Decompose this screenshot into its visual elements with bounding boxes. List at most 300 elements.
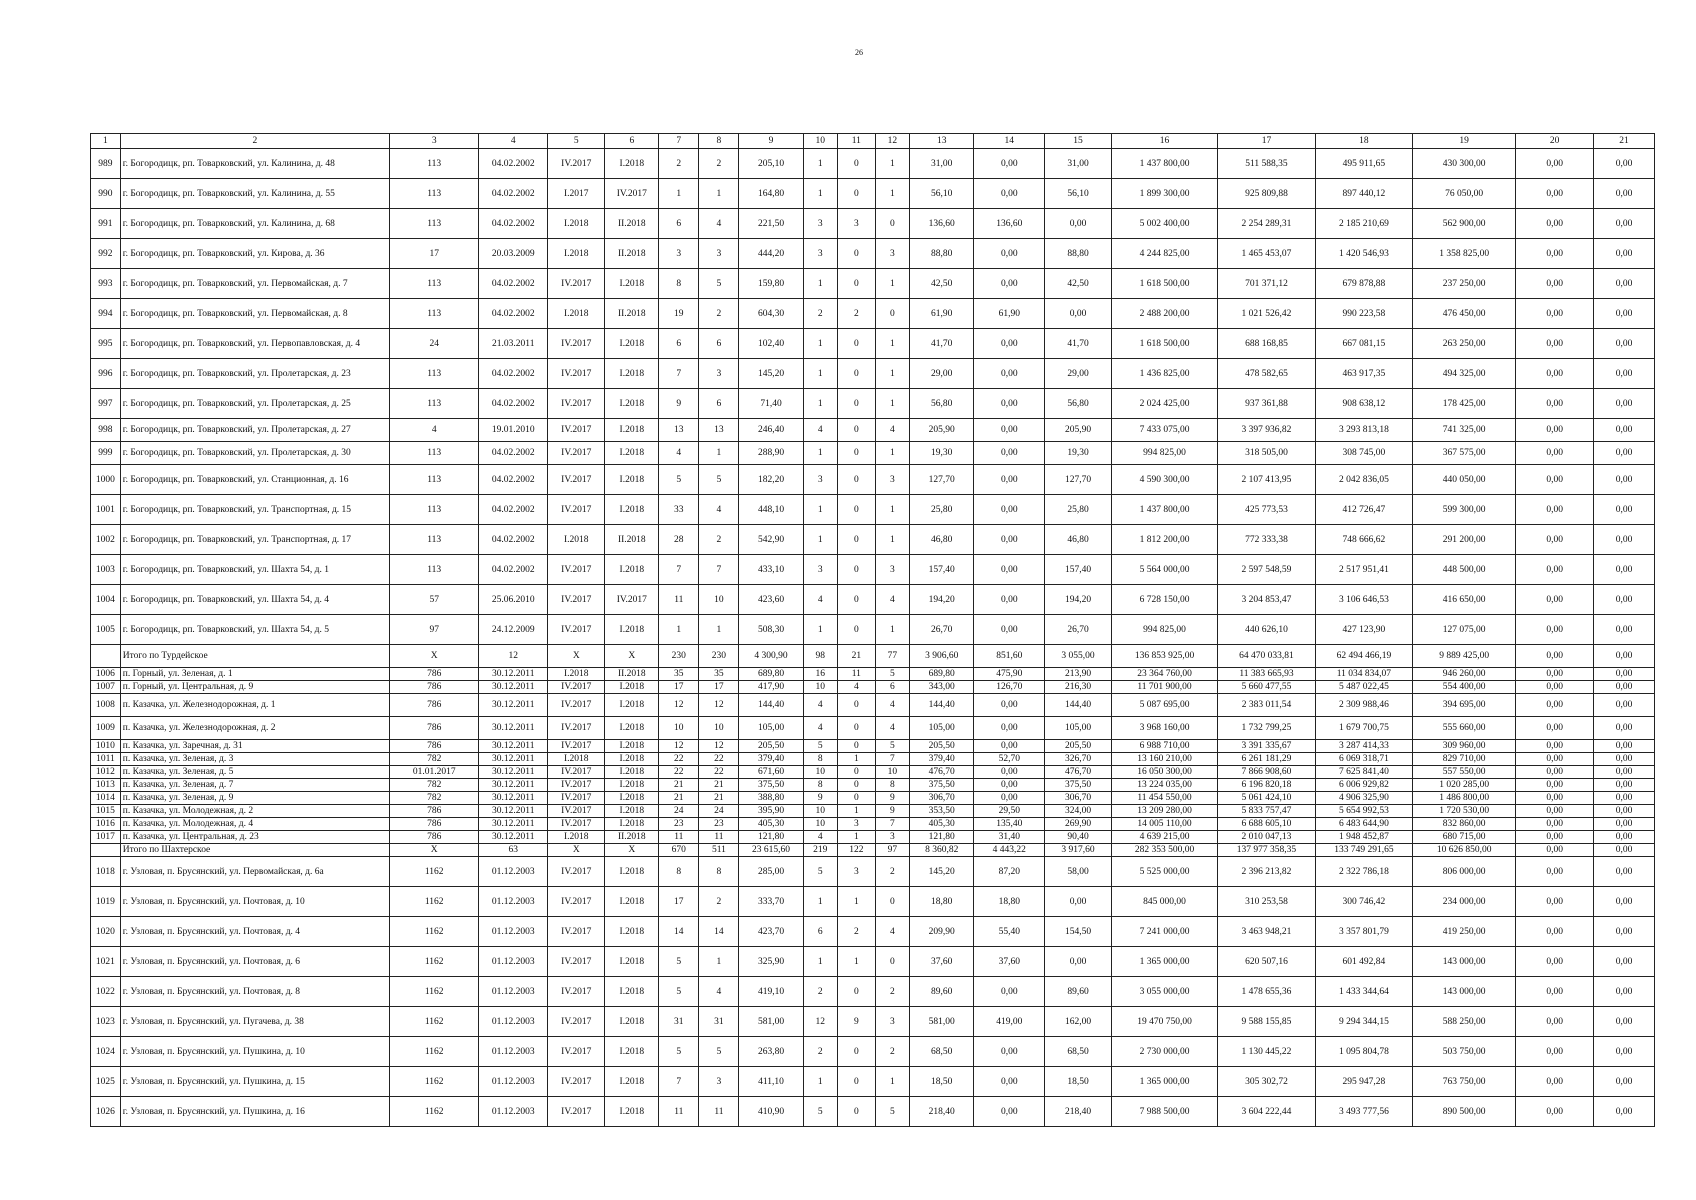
table-row: [91, 753, 1655, 766]
col-8: 511: [699, 844, 739, 857]
end-quarter: I.2018: [605, 442, 659, 465]
col-15: 326,70: [1045, 753, 1111, 766]
col-14: 52,70: [974, 753, 1045, 766]
col-17: 1 021 526,42: [1218, 299, 1315, 329]
start-quarter: I.2018: [548, 831, 605, 844]
page-number: 26: [855, 48, 863, 57]
col-15: 213,90: [1045, 668, 1111, 681]
col-11: 0: [837, 419, 875, 442]
col-7: 17: [659, 681, 699, 694]
date: 01.12.2003: [479, 917, 548, 947]
col-15: 162,00: [1045, 1007, 1111, 1037]
address: г. Узловая, п. Брусянский, ул. Пугачева, д. 38: [120, 1007, 389, 1037]
col-10: 5: [803, 740, 837, 753]
col-18: 11 034 834,07: [1315, 668, 1412, 681]
col-18: 3 293 813,18: [1315, 419, 1412, 442]
start-quarter: IV.2017: [548, 917, 605, 947]
date: 30.12.2011: [479, 681, 548, 694]
col-17: 3 391 335,67: [1218, 740, 1315, 753]
col-12: 1: [875, 495, 909, 525]
col-18: 897 440,12: [1315, 179, 1412, 209]
col-20: 0,00: [1516, 977, 1594, 1007]
row-number: 1017: [91, 831, 121, 844]
end-quarter: I.2018: [605, 779, 659, 792]
col-10: 3: [803, 465, 837, 495]
col-13: 3 906,60: [910, 645, 974, 668]
start-quarter: IV.2017: [548, 615, 605, 645]
col-11: 11: [837, 668, 875, 681]
col-7: 21: [659, 792, 699, 805]
col-18: 9 294 344,15: [1315, 1007, 1412, 1037]
col-17: 701 371,12: [1218, 269, 1315, 299]
date: 01.12.2003: [479, 1097, 548, 1127]
col-7: 2: [659, 149, 699, 179]
col-10: 1: [803, 329, 837, 359]
col-19: 890 500,00: [1413, 1097, 1516, 1127]
table-row: [91, 585, 1655, 615]
col-3: 113: [390, 465, 479, 495]
start-quarter: IV.2017: [548, 694, 605, 717]
col-20: 0,00: [1516, 645, 1594, 668]
col-15: 218,40: [1045, 1097, 1111, 1127]
col-7: 6: [659, 329, 699, 359]
col-13: 205,50: [910, 740, 974, 753]
date: 04.02.2002: [479, 299, 548, 329]
address: г. Богородицк, рп. Товарковский, ул. Первомайская, д. 8: [120, 299, 389, 329]
column-number-2: 2: [120, 134, 389, 149]
area-total: 182,20: [739, 465, 803, 495]
col-13: 144,40: [910, 694, 974, 717]
col-3: 113: [390, 442, 479, 465]
col-10: 4: [803, 694, 837, 717]
col-14: 0,00: [974, 359, 1045, 389]
date: 04.02.2002: [479, 525, 548, 555]
col-7: 3: [659, 239, 699, 269]
row-number: 1011: [91, 753, 121, 766]
col-14: 61,90: [974, 299, 1045, 329]
table-row: [91, 766, 1655, 779]
col-11: 0: [837, 495, 875, 525]
col-16: 13 224 035,00: [1111, 779, 1218, 792]
col-7: 7: [659, 359, 699, 389]
col-16: 13 160 210,00: [1111, 753, 1218, 766]
date: 01.12.2003: [479, 887, 548, 917]
col-21: 0,00: [1594, 740, 1655, 753]
col-19: 263 250,00: [1413, 329, 1516, 359]
col-20: 0,00: [1516, 525, 1594, 555]
col-12: 8: [875, 779, 909, 792]
col-3: 17: [390, 239, 479, 269]
col-14: 18,80: [974, 887, 1045, 917]
col-11: 1: [837, 887, 875, 917]
col-17: 1 465 453,07: [1218, 239, 1315, 269]
col-13: 26,70: [910, 615, 974, 645]
col-12: 4: [875, 419, 909, 442]
col-8: 31: [699, 1007, 739, 1037]
address: г. Богородицк, рп. Товарковский, ул. Пролетарская, д. 27: [120, 419, 389, 442]
start-quarter: IV.2017: [548, 359, 605, 389]
col-15: 58,00: [1045, 857, 1111, 887]
register-table: [90, 133, 1655, 1127]
col-3: 786: [390, 831, 479, 844]
col-19: 419 250,00: [1413, 917, 1516, 947]
end-quarter: I.2018: [605, 389, 659, 419]
area-total: 263,80: [739, 1037, 803, 1067]
col-3: 113: [390, 299, 479, 329]
table-row: [91, 239, 1655, 269]
area-total: 23 615,60: [739, 844, 803, 857]
area-total: 433,10: [739, 555, 803, 585]
col-19: 234 000,00: [1413, 887, 1516, 917]
table-row: [91, 740, 1655, 753]
address: г. Богородицк, рп. Товарковский, ул. Пролетарская, д. 23: [120, 359, 389, 389]
col-13: 56,10: [910, 179, 974, 209]
col-15: 0,00: [1045, 887, 1111, 917]
col-7: 24: [659, 805, 699, 818]
col-8: 1: [699, 179, 739, 209]
col-14: 0,00: [974, 1037, 1045, 1067]
col-16: 6 728 150,00: [1111, 585, 1218, 615]
col-13: 68,50: [910, 1037, 974, 1067]
column-number-4: 4: [479, 134, 548, 149]
table-row: [91, 329, 1655, 359]
col-19: 588 250,00: [1413, 1007, 1516, 1037]
col-15: 3 917,60: [1045, 844, 1111, 857]
col-11: 0: [837, 792, 875, 805]
col-12: 1: [875, 149, 909, 179]
col-20: 0,00: [1516, 239, 1594, 269]
col-7: 12: [659, 694, 699, 717]
start-quarter: IV.2017: [548, 792, 605, 805]
col-14: 0,00: [974, 149, 1045, 179]
col-12: 10: [875, 766, 909, 779]
col-7: 7: [659, 1067, 699, 1097]
col-14: 0,00: [974, 1097, 1045, 1127]
col-20: 0,00: [1516, 329, 1594, 359]
col-11: 0: [837, 1067, 875, 1097]
date: 30.12.2011: [479, 740, 548, 753]
address: г. Богородицк, рп. Товарковский, ул. Первомайская, д. 7: [120, 269, 389, 299]
col-13: 61,90: [910, 299, 974, 329]
area-total: 333,70: [739, 887, 803, 917]
col-17: 2 010 047,13: [1218, 831, 1315, 844]
end-quarter: X: [605, 844, 659, 857]
col-15: 144,40: [1045, 694, 1111, 717]
end-quarter: I.2018: [605, 753, 659, 766]
row-number: 1006: [91, 668, 121, 681]
row-number: 1014: [91, 792, 121, 805]
col-13: 8 360,82: [910, 844, 974, 857]
area-total: 423,60: [739, 585, 803, 615]
col-15: 0,00: [1045, 209, 1111, 239]
row-number: 994: [91, 299, 121, 329]
col-11: 0: [837, 359, 875, 389]
address: п. Казачка, ул. Зеленая, д. 7: [120, 779, 389, 792]
col-10: 6: [803, 917, 837, 947]
address: п. Казачка, ул. Центральная, д. 23: [120, 831, 389, 844]
col-3: 113: [390, 525, 479, 555]
col-20: 0,00: [1516, 818, 1594, 831]
col-14: 0,00: [974, 740, 1045, 753]
col-10: 16: [803, 668, 837, 681]
end-quarter: I.2018: [605, 1007, 659, 1037]
col-16: 136 853 925,00: [1111, 645, 1218, 668]
address: г. Богородицк, рп. Товарковский, ул. Пролетарская, д. 25: [120, 389, 389, 419]
col-21: 0,00: [1594, 209, 1655, 239]
col-17: 11 383 665,93: [1218, 668, 1315, 681]
col-16: 5 087 695,00: [1111, 694, 1218, 717]
start-quarter: X: [548, 844, 605, 857]
col-20: 0,00: [1516, 465, 1594, 495]
col-15: 306,70: [1045, 792, 1111, 805]
col-20: 0,00: [1516, 740, 1594, 753]
address: п. Казачка, ул. Зеленая, д. 3: [120, 753, 389, 766]
area-total: 164,80: [739, 179, 803, 209]
date: 30.12.2011: [479, 805, 548, 818]
col-12: 2: [875, 1037, 909, 1067]
col-8: 3: [699, 1067, 739, 1097]
col-16: 282 353 500,00: [1111, 844, 1218, 857]
area-total: 71,40: [739, 389, 803, 419]
col-18: 679 878,88: [1315, 269, 1412, 299]
col-8: 11: [699, 1097, 739, 1127]
col-18: 6 006 929,82: [1315, 779, 1412, 792]
col-16: 2 730 000,00: [1111, 1037, 1218, 1067]
start-quarter: IV.2017: [548, 269, 605, 299]
col-10: 10: [803, 681, 837, 694]
table-row: [91, 525, 1655, 555]
address: г. Богородицк, рп. Товарковский, ул. Шахта 54, д. 5: [120, 615, 389, 645]
table-row: [91, 495, 1655, 525]
address: п. Горный, ул. Зеленая, д. 1: [120, 668, 389, 681]
col-15: 88,80: [1045, 239, 1111, 269]
table-row: [91, 779, 1655, 792]
col-15: 127,70: [1045, 465, 1111, 495]
col-18: 62 494 466,19: [1315, 645, 1412, 668]
col-16: 7 433 075,00: [1111, 419, 1218, 442]
col-11: 0: [837, 525, 875, 555]
col-14: 0,00: [974, 465, 1045, 495]
col-10: 2: [803, 1037, 837, 1067]
column-number-18: 18: [1315, 134, 1412, 149]
area-total: 542,90: [739, 525, 803, 555]
col-10: 2: [803, 977, 837, 1007]
col-19: 806 000,00: [1413, 857, 1516, 887]
col-12: 3: [875, 239, 909, 269]
col-21: 0,00: [1594, 1037, 1655, 1067]
col-8: 4: [699, 495, 739, 525]
start-quarter: I.2018: [548, 668, 605, 681]
col-15: 157,40: [1045, 555, 1111, 585]
col-16: 1 618 500,00: [1111, 329, 1218, 359]
col-20: 0,00: [1516, 694, 1594, 717]
col-8: 17: [699, 681, 739, 694]
address: Итого по Турдейское: [120, 645, 389, 668]
col-15: 56,80: [1045, 389, 1111, 419]
col-3: X: [390, 844, 479, 857]
table-row: [91, 681, 1655, 694]
end-quarter: IV.2017: [605, 179, 659, 209]
col-16: 23 364 760,00: [1111, 668, 1218, 681]
col-10: 12: [803, 1007, 837, 1037]
row-number: 1002: [91, 525, 121, 555]
col-10: 219: [803, 844, 837, 857]
start-quarter: I.2018: [548, 525, 605, 555]
col-16: 1 436 825,00: [1111, 359, 1218, 389]
date: 04.02.2002: [479, 269, 548, 299]
col-8: 6: [699, 329, 739, 359]
col-18: 495 911,65: [1315, 149, 1412, 179]
col-12: 7: [875, 818, 909, 831]
table-row: [91, 917, 1655, 947]
address: п. Казачка, ул. Железнодорожная, д. 2: [120, 717, 389, 740]
col-19: 9 889 425,00: [1413, 645, 1516, 668]
col-3: 1162: [390, 1037, 479, 1067]
date: 30.12.2011: [479, 753, 548, 766]
col-12: 1: [875, 1067, 909, 1097]
col-13: 476,70: [910, 766, 974, 779]
end-quarter: I.2018: [605, 857, 659, 887]
col-16: 1 365 000,00: [1111, 947, 1218, 977]
col-3: 113: [390, 179, 479, 209]
col-19: 503 750,00: [1413, 1037, 1516, 1067]
col-11: 0: [837, 717, 875, 740]
col-19: 448 500,00: [1413, 555, 1516, 585]
col-12: 97: [875, 844, 909, 857]
col-7: 9: [659, 389, 699, 419]
col-7: 230: [659, 645, 699, 668]
col-7: 8: [659, 269, 699, 299]
col-16: 7 241 000,00: [1111, 917, 1218, 947]
column-number-12: 12: [875, 134, 909, 149]
col-14: 0,00: [974, 442, 1045, 465]
col-19: 562 900,00: [1413, 209, 1516, 239]
col-19: 178 425,00: [1413, 389, 1516, 419]
col-3: 1162: [390, 857, 479, 887]
table-row: [91, 818, 1655, 831]
col-16: 4 244 825,00: [1111, 239, 1218, 269]
col-10: 5: [803, 1097, 837, 1127]
address: п. Казачка, ул. Молодежная, д. 2: [120, 805, 389, 818]
col-15: 25,80: [1045, 495, 1111, 525]
col-13: 581,00: [910, 1007, 974, 1037]
row-number: 999: [91, 442, 121, 465]
col-15: 269,90: [1045, 818, 1111, 831]
col-8: 22: [699, 766, 739, 779]
col-10: 10: [803, 818, 837, 831]
col-18: 5 487 022,45: [1315, 681, 1412, 694]
row-number: 995: [91, 329, 121, 359]
col-14: 0,00: [974, 1067, 1045, 1097]
col-21: 0,00: [1594, 615, 1655, 645]
address: г. Узловая, п. Брусянский, ул. Почтовая, д. 6: [120, 947, 389, 977]
col-17: 3 463 948,21: [1218, 917, 1315, 947]
col-3: 4: [390, 419, 479, 442]
col-16: 1 618 500,00: [1111, 269, 1218, 299]
col-19: 237 250,00: [1413, 269, 1516, 299]
col-13: 194,20: [910, 585, 974, 615]
col-3: 782: [390, 779, 479, 792]
start-quarter: IV.2017: [548, 779, 605, 792]
col-11: 0: [837, 585, 875, 615]
col-13: 25,80: [910, 495, 974, 525]
col-12: 9: [875, 805, 909, 818]
col-12: 6: [875, 681, 909, 694]
col-14: 851,60: [974, 645, 1045, 668]
col-21: 0,00: [1594, 887, 1655, 917]
col-17: 305 302,72: [1218, 1067, 1315, 1097]
date: 25.06.2010: [479, 585, 548, 615]
area-total: 405,30: [739, 818, 803, 831]
area-total: 423,70: [739, 917, 803, 947]
col-7: 5: [659, 947, 699, 977]
end-quarter: I.2018: [605, 359, 659, 389]
address: г. Узловая, п. Брусянский, ул. Почтовая, д. 10: [120, 887, 389, 917]
col-11: 0: [837, 179, 875, 209]
col-17: 64 470 033,81: [1218, 645, 1315, 668]
col-19: 440 050,00: [1413, 465, 1516, 495]
col-3: 1162: [390, 917, 479, 947]
total-row: [91, 645, 1655, 668]
col-20: 0,00: [1516, 179, 1594, 209]
row-number: [91, 645, 121, 668]
col-14: 4 443,22: [974, 844, 1045, 857]
col-20: 0,00: [1516, 1037, 1594, 1067]
col-10: 1: [803, 269, 837, 299]
col-19: 1 720 530,00: [1413, 805, 1516, 818]
col-13: 689,80: [910, 668, 974, 681]
table-row: [91, 857, 1655, 887]
start-quarter: IV.2017: [548, 766, 605, 779]
col-14: 0,00: [974, 766, 1045, 779]
col-17: 310 253,58: [1218, 887, 1315, 917]
col-21: 0,00: [1594, 645, 1655, 668]
col-12: 2: [875, 977, 909, 1007]
area-total: 379,40: [739, 753, 803, 766]
col-19: 416 650,00: [1413, 585, 1516, 615]
col-17: 5 061 424,10: [1218, 792, 1315, 805]
column-number-13: 13: [910, 134, 974, 149]
address: г. Богородицк, рп. Товарковский, ул. Пролетарская, д. 30: [120, 442, 389, 465]
area-total: 102,40: [739, 329, 803, 359]
col-10: 9: [803, 792, 837, 805]
col-8: 11: [699, 831, 739, 844]
col-18: 1 420 546,93: [1315, 239, 1412, 269]
col-3: 786: [390, 717, 479, 740]
total-row: [91, 844, 1655, 857]
col-10: 8: [803, 779, 837, 792]
col-19: 10 626 850,00: [1413, 844, 1516, 857]
col-8: 3: [699, 359, 739, 389]
col-11: 3: [837, 209, 875, 239]
table-row: [91, 694, 1655, 717]
col-11: 0: [837, 779, 875, 792]
col-14: 135,40: [974, 818, 1045, 831]
col-14: 0,00: [974, 389, 1045, 419]
col-12: 9: [875, 792, 909, 805]
col-18: 133 749 291,65: [1315, 844, 1412, 857]
table-row: [91, 792, 1655, 805]
date: 21.03.2011: [479, 329, 548, 359]
table-row: [91, 947, 1655, 977]
col-20: 0,00: [1516, 495, 1594, 525]
col-14: 0,00: [974, 419, 1045, 442]
col-7: 33: [659, 495, 699, 525]
col-17: 9 588 155,85: [1218, 1007, 1315, 1037]
date: 04.02.2002: [479, 555, 548, 585]
col-14: 0,00: [974, 495, 1045, 525]
col-8: 2: [699, 299, 739, 329]
